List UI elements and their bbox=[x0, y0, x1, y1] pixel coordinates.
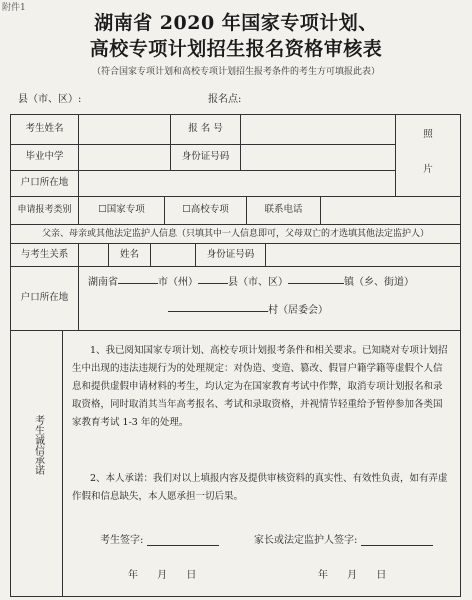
attachment-label: 附件1 bbox=[2, 3, 26, 13]
id-number-field[interactable] bbox=[241, 145, 395, 170]
registration-site-label: 报名点: bbox=[208, 94, 242, 105]
university-program-checkbox[interactable]: ☐高校专项 bbox=[182, 204, 229, 216]
address-province: 湖南省 bbox=[88, 277, 118, 289]
relationship-label: 与考生关系 bbox=[20, 248, 69, 260]
pledge-paragraph-2: 2、本人承诺：我们对以上填报内容及提供审核资料的真实性、有效性负责，如有弄虚作假和信息缺失，本人愿承担一切后果。 bbox=[72, 473, 448, 502]
guardian-note: 父亲、母亲或其他法定监护人信息（只填其中一人信息即可，父母双亡的才选填其他法定监护人） bbox=[41, 228, 429, 239]
guardian-id-field[interactable] bbox=[266, 244, 460, 266]
hukou-field[interactable] bbox=[79, 171, 395, 196]
city-blank[interactable] bbox=[118, 283, 158, 284]
guardian-signature-label: 家长或法定监护人签字: bbox=[254, 531, 433, 546]
registration-number-field[interactable] bbox=[241, 115, 395, 144]
relationship-field[interactable] bbox=[79, 244, 108, 266]
pledge-paragraph-1: 1、我已阅知国家专项计划、高校专项计划报考条件和相关要求。已知晓对专项计划招生中出现的违法违规行为的处理规定：对伪造、变造、篡改、假冒户籍学籍等虚假个人信息和提供虚假申请材料的考生，均认定为在国家教育考试中作弊，取消专项计划报名和录取资格，同时取消其当年高考报名、考试和录取资格，并视情节轻重给予暂停参加各类国家教育考试 1-3 年的处理。 bbox=[72, 345, 448, 428]
address-county: 县（市、区） bbox=[228, 277, 288, 289]
student-signature-label: 考生签字: bbox=[100, 531, 219, 546]
address-village: 村（居委会） bbox=[268, 305, 328, 317]
town-blank[interactable] bbox=[288, 283, 344, 284]
form-title-line1: 湖南省 2020 年国家专项计划、 bbox=[94, 12, 378, 34]
address-line-2 bbox=[168, 302, 458, 320]
guardian-name-label: 姓名 bbox=[119, 248, 139, 260]
registration-number-label: 报 名 号 bbox=[188, 123, 223, 135]
county-label: 县（市、区）: bbox=[18, 94, 82, 105]
hukou-label: 户口所在地 bbox=[20, 177, 69, 189]
form-subtitle: （符合国家专项计划和高校专项计划招生报考条件的考生方可填报此表） bbox=[91, 67, 380, 77]
address-city: 市（州） bbox=[158, 277, 198, 289]
guardian-signature-field[interactable] bbox=[361, 545, 433, 546]
student-name-field[interactable] bbox=[79, 115, 170, 144]
guardian-name-field[interactable] bbox=[151, 244, 195, 266]
form-title-line2: 高校专项计划招生报名资格审核表 bbox=[89, 38, 383, 60]
photo-label-2: 片 bbox=[423, 163, 433, 175]
photo-label-1: 照 bbox=[423, 128, 433, 140]
national-program-checkbox[interactable]: ☐国家专项 bbox=[98, 204, 145, 216]
student-signature-field[interactable] bbox=[147, 545, 219, 546]
guardian-date: 年 月 日 bbox=[318, 570, 395, 581]
application-type-label: 申请报考类别 bbox=[17, 205, 72, 216]
student-date: 年 月 日 bbox=[128, 570, 205, 581]
graduated-school-field[interactable] bbox=[79, 145, 170, 170]
guardian-hukou-label: 户口所在地 bbox=[20, 292, 69, 304]
id-number-label: 身份证号码 bbox=[181, 151, 230, 163]
graduated-school-label: 毕业中学 bbox=[25, 151, 64, 163]
address-line-1 bbox=[88, 274, 458, 292]
pledge-side-label: 考生诚信承诺 bbox=[32, 415, 44, 475]
address-town: 镇（乡、街道） bbox=[344, 277, 414, 289]
phone-label: 联系电话 bbox=[264, 204, 303, 216]
phone-field[interactable] bbox=[321, 197, 460, 224]
student-name-label: 考生姓名 bbox=[25, 123, 64, 135]
county-blank[interactable] bbox=[198, 283, 228, 284]
village-blank[interactable] bbox=[168, 311, 268, 312]
guardian-id-label: 身份证号码 bbox=[206, 248, 255, 260]
